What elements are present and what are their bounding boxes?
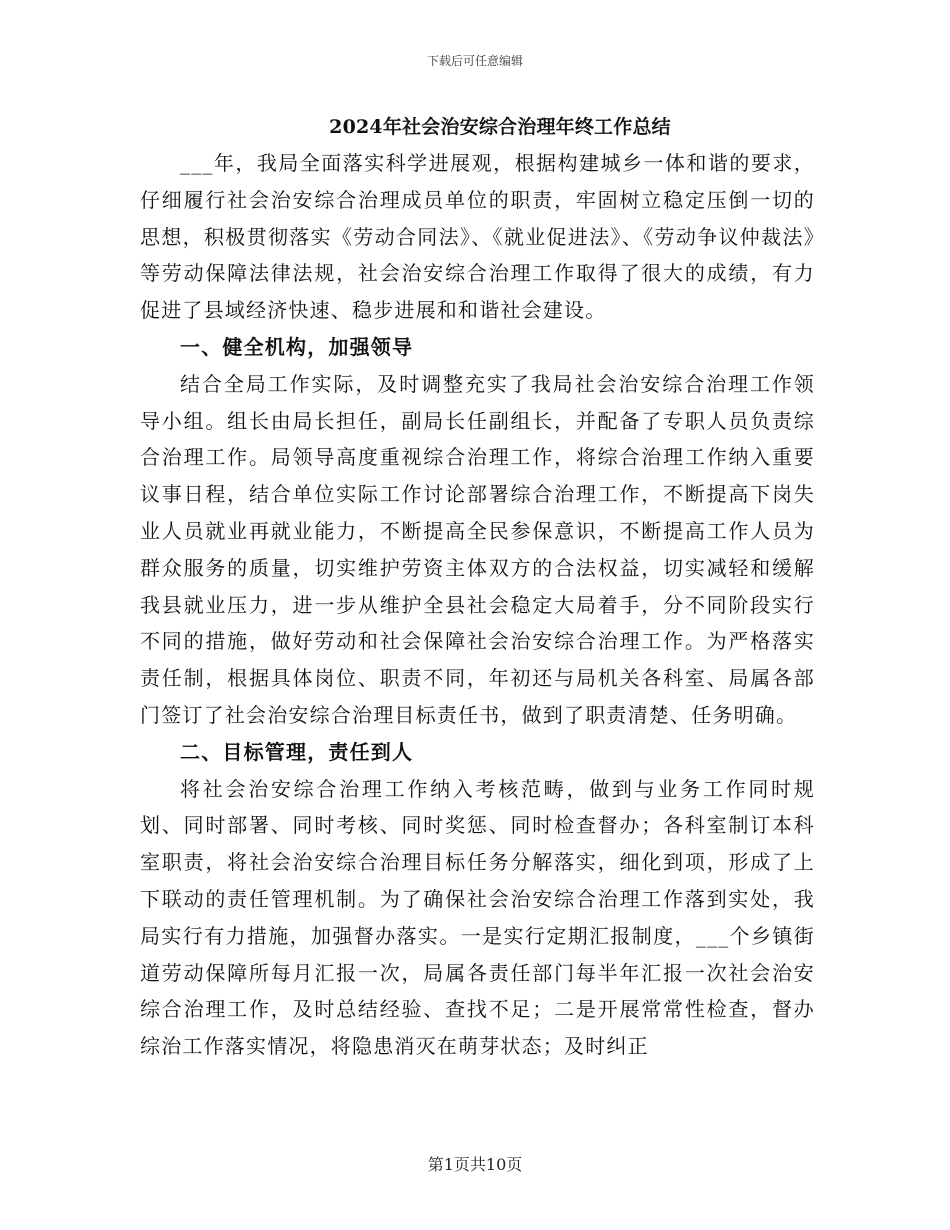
document-title: 2024年社会治安综合治理年终工作总结 <box>329 116 671 138</box>
section-paragraph: 将社会治安综合治理工作纳入考核范畴，做到与业务工作同时规划、同时部署、同时考核、同时奖惩、同时检查督办；各科室制订本科室职责，将社会治安综合治理目标任务分解落实，细化到项，形成了上下联动的责任管理机制。为了确保社会治安综合治理工作落到实处，我局实行有力措施，加强督办落实。一是实行定期汇报制度，___个乡镇街道劳动保障所每月汇报一次，局属各责任部门每半年汇报一次社会治安综合治理工作，及时总结经验、查找不足；二是开展常常性检查，督办综治工作落实情况，将隐患消灭在萌芽状态；及时纠正 <box>140 776 815 1059</box>
section-paragraph: 结合全局工作实际，及时调整充实了我局社会治安综合治理工作领导小组。组长由局长担任，副局长任副组长，并配备了专职人员负责综合治理工作。局领导高度重视综合治理工作，将综合治理工作纳入重要议事日程，结合单位实际工作讨论部署综合治理工作，不断提高下岗失业人员就业再就业能力，不断提高全民参保意识，不断提高工作人员为群众服务的质量，切实维护劳资主体双方的合法权益，切实减轻和缓解我县就业压力，进一步从维护全县社会稳定大局着手，分不同阶段实行不同的措施，做好劳动和社会保障社会治安综合治理工作。为严格落实责任制，根据具体岗位、职责不同，年初还与局机关各科室、局属各部门签订了社会治安综合治理目标责任书，做到了职责清楚、任务明确。 <box>140 371 815 727</box>
intro-paragraph: ___年，我局全面落实科学进展观，根据构建城乡一体和谐的要求，仔细履行社会治安综合治理成员单位的职责，牢固树立稳定压倒一切的思想，积极贯彻落实《劳动合同法》、《就业促进法》、《劳动争议仲裁法》等劳动保障法律法规，社会治安综合治理工作取得了很大的成绩，有力促进了县域经济快速、稳步进展和和谐社会建设。 <box>140 151 815 323</box>
section-heading: 二、目标管理，责任到人 <box>180 739 414 764</box>
document-body <box>140 145 815 1065</box>
section-heading: 一、健全机构，加强领导 <box>180 334 414 359</box>
page-header-note: 下载后可任意编辑 <box>426 54 523 68</box>
page-number: 第1页共10页 <box>427 1155 523 1174</box>
